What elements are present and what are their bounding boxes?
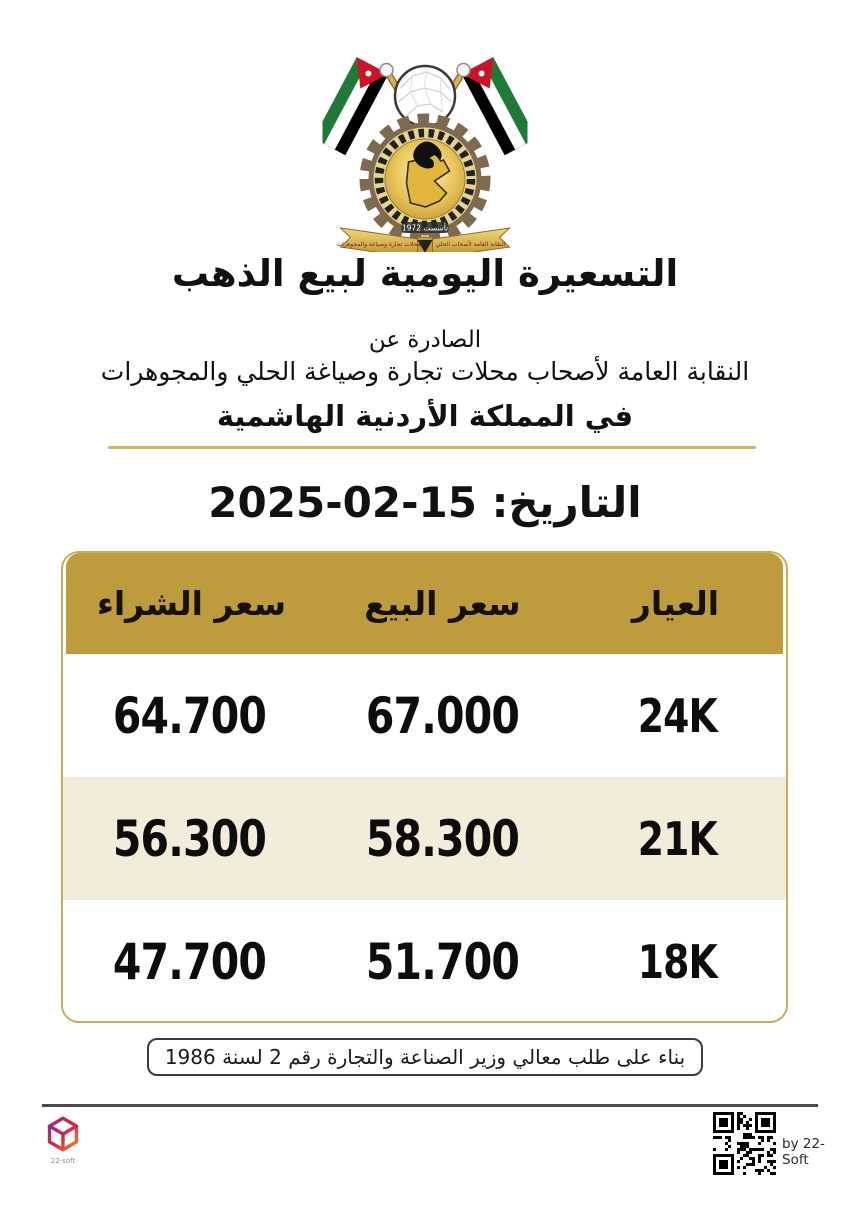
table-row-18k (63, 900, 786, 1023)
sell-price-value: 51.700 (365, 932, 520, 991)
page-title: التسعيرة اليومية لبيع الذهب (171, 252, 679, 295)
ribbon-left-text: محلات تجارة وصياغة والمجوهرات (336, 241, 421, 248)
country-line: في المملكة الأردنية الهاشمية (216, 399, 634, 433)
buy-price-value: 56.300 (112, 809, 267, 868)
cube-logo-icon (46, 1116, 80, 1152)
qr-code (713, 1112, 776, 1179)
brand-label: 22-soft (50, 1157, 76, 1165)
column-header-karat: العيار (631, 584, 720, 623)
table-header-row (66, 553, 783, 654)
sell-price-value: 58.300 (365, 809, 520, 868)
column-header-sell-price: سعر البيع (364, 584, 521, 623)
syndicate-emblem-logo (323, 34, 528, 252)
karat-value: 21K (637, 811, 718, 866)
organization-name: النقابة العامة لأصحاب محلات تجارة وصياغة الحلي والمجوهرات (100, 357, 750, 386)
buy-price-value: 64.700 (112, 686, 267, 745)
karat-value: 18K (637, 934, 718, 989)
brand-logo-block (44, 1116, 82, 1165)
gold-price-table (61, 551, 788, 1023)
credit-text: by 22-Soft (782, 1136, 825, 1168)
footnote-wrapper (0, 1038, 850, 1076)
issued-by-line: الصادرة عن (368, 327, 482, 353)
karat-value: 24K (637, 688, 718, 743)
sell-price-value: 67.000 (365, 686, 520, 745)
footer-divider (42, 1104, 818, 1107)
date-line: التاريخ: 15-02-2025 (208, 478, 642, 527)
qr-code-icon (713, 1112, 776, 1175)
ministerial-footnote: بناء على طلب معالي وزير الصناعة والتجارة رقم 2 لسنة 1986 (147, 1038, 703, 1076)
ribbon-right-text: النقابة العامة لأصحاب الحلي (435, 241, 506, 248)
column-header-buy-price: سعر الشراء (96, 584, 287, 623)
table-row-21k (63, 777, 786, 900)
established-text: تأسست 1972 (401, 223, 449, 233)
table-row-24k (63, 654, 786, 777)
gold-divider (108, 446, 756, 449)
buy-price-value: 47.700 (112, 932, 267, 991)
